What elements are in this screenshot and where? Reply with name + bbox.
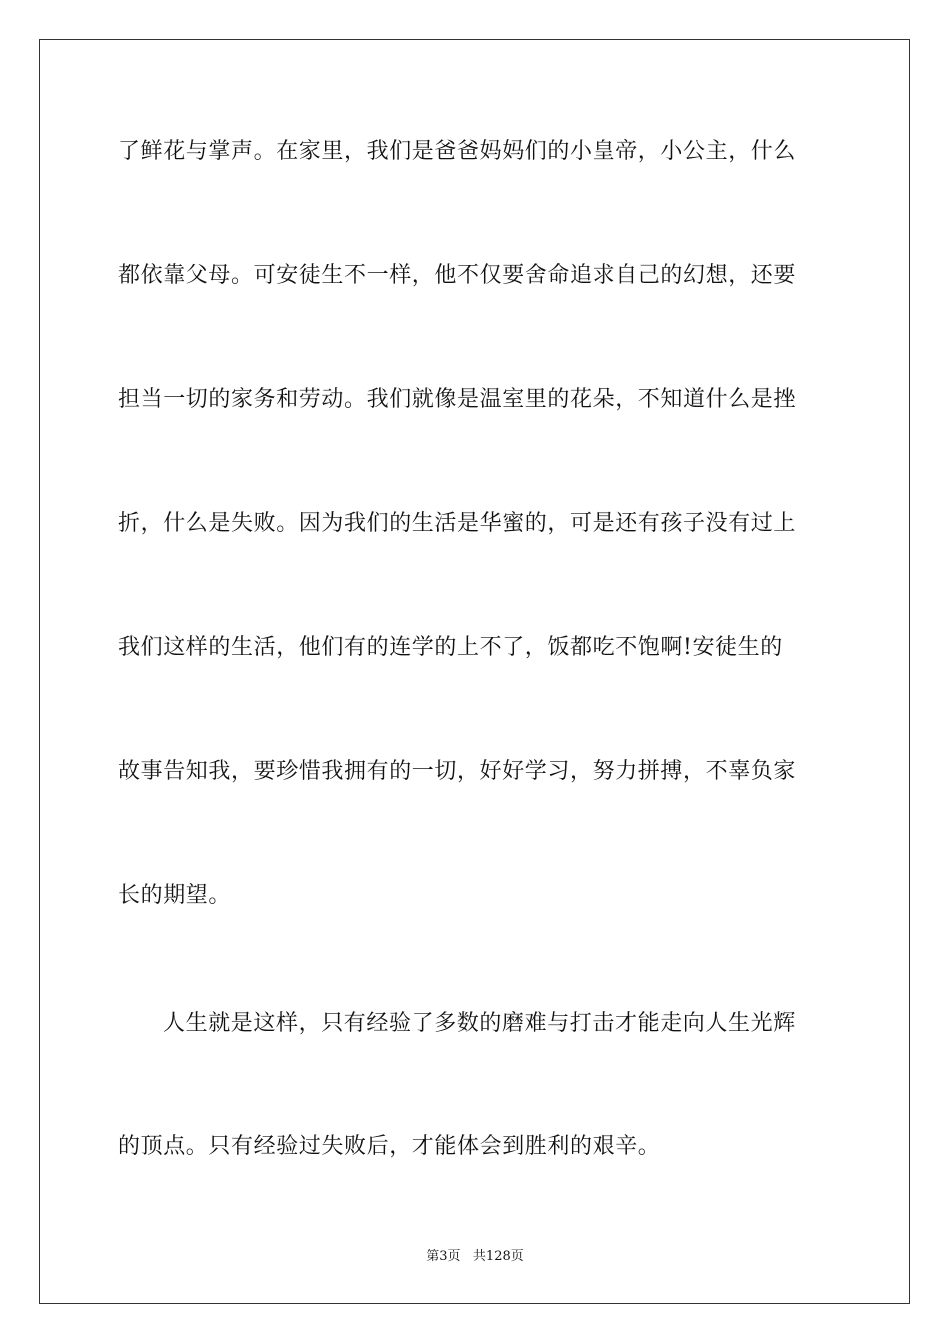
paragraph-line: 担当一切的家务和劳动。我们就像是温室里的花朵，不知道什么是挫: [118, 387, 797, 412]
page-total: 共128页: [472, 1249, 524, 1264]
paragraph-line: 长的期望。: [118, 883, 232, 908]
page-footer: [0, 1248, 950, 1266]
paragraph-line: 故事告知我，要珍惜我拥有的一切，好好学习，努力拼搏，不辜负家: [118, 759, 797, 784]
paragraph-line: 了鲜花与掌声。在家里，我们是爸爸妈妈们的小皇帝，小公主，什么: [118, 139, 797, 164]
page-border: [39, 39, 910, 1304]
paragraph-line: 我们这样的生活，他们有的连学的上不了，饭都吃不饱啊!安徒生的: [118, 635, 783, 660]
paragraph-line: 折，什么是失败。因为我们的生活是华蜜的，可是还有孩子没有过上: [118, 511, 797, 536]
page-number: 第3页: [426, 1249, 461, 1264]
paragraph-line: 人生就是这样，只有经验了多数的磨难与打击才能走向人生光辉: [163, 1011, 796, 1036]
paragraph-line: 的顶点。只有经验过失败后，才能体会到胜利的艰辛。: [118, 1134, 661, 1159]
paragraph-line: 都依靠父母。可安徒生不一样，他不仅要舍命追求自己的幻想，还要: [118, 263, 797, 288]
